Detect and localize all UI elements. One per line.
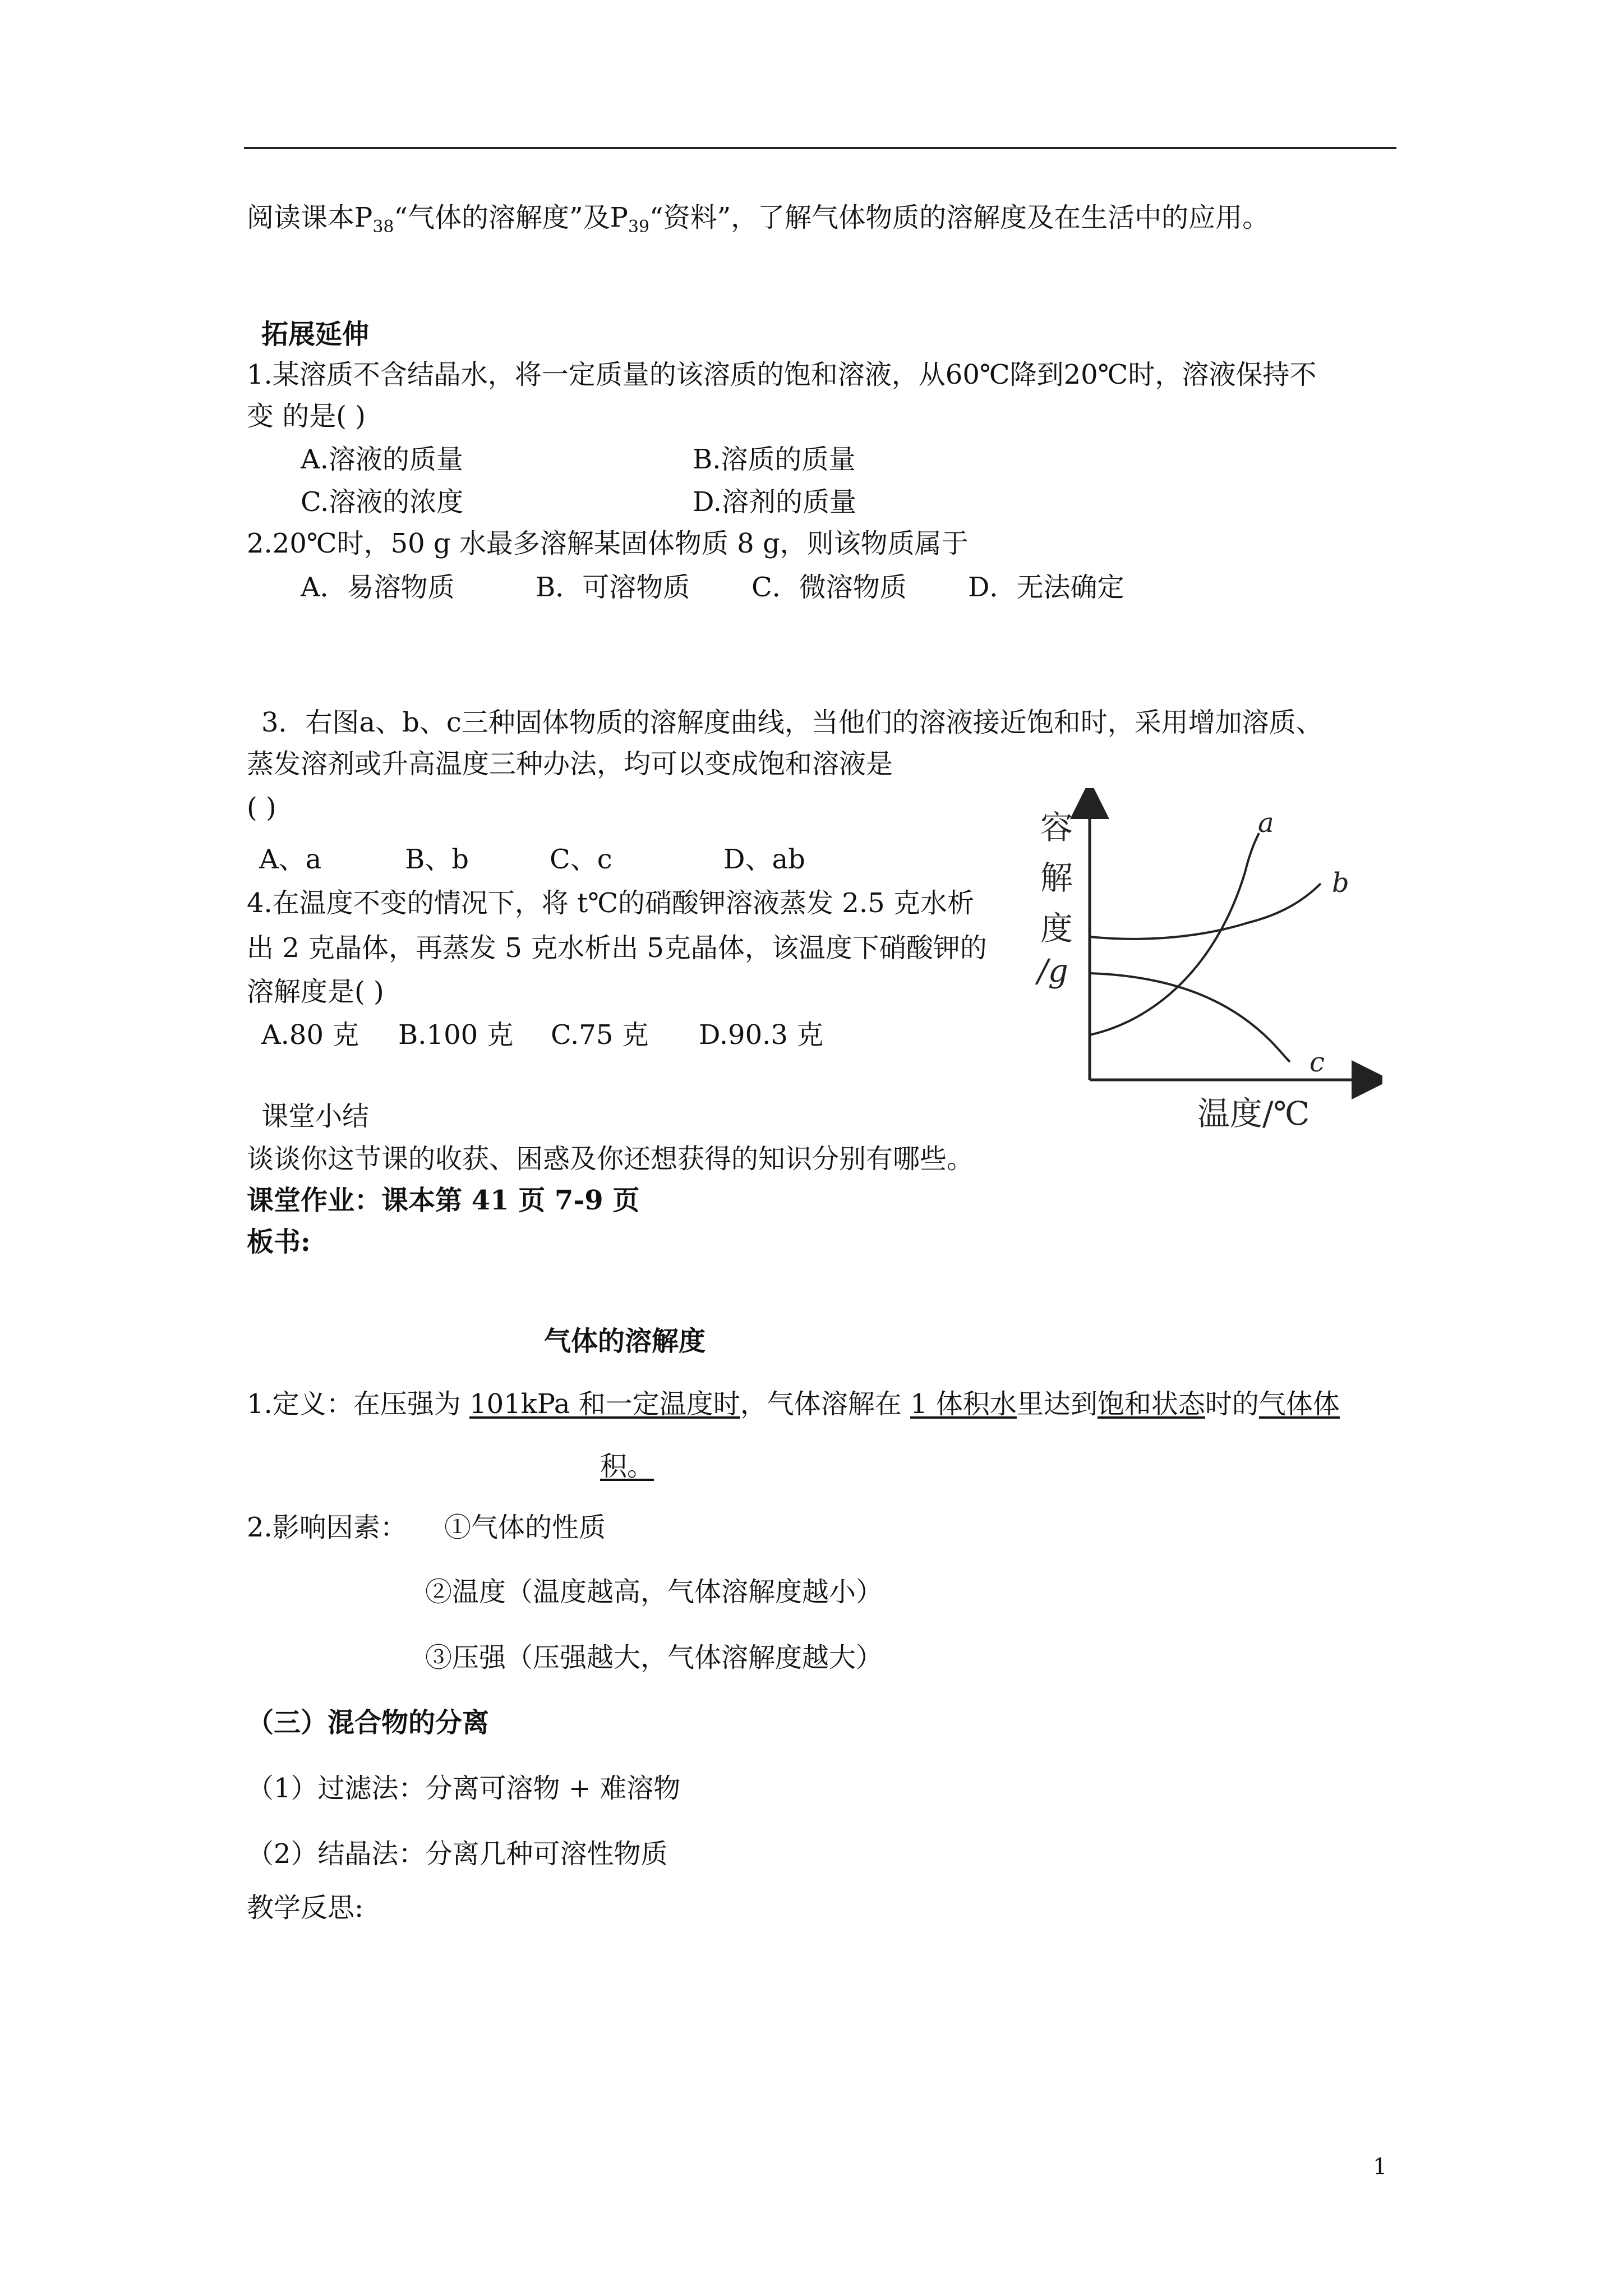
q2-option-b: B．可溶物质 xyxy=(536,572,690,603)
mixture-heading: （三）混合物的分离 xyxy=(247,1707,490,1738)
curve-c-label: c xyxy=(1310,1047,1325,1078)
board-label: 板书: xyxy=(247,1226,311,1258)
factor-3: ③压强（压强越大，气体溶解度越大） xyxy=(425,1642,883,1673)
factor-1: ①气体的性质 xyxy=(444,1512,606,1543)
board-title: 气体的溶解度 xyxy=(544,1326,706,1357)
y-axis-label-3: 度 xyxy=(1040,909,1073,947)
q4-line3: 溶解度是( ) xyxy=(247,976,384,1007)
summary-text: 谈谈你这节课的收获、困惑及你还想获得的知识分别有哪些。 xyxy=(247,1143,974,1175)
q3-option-a: A、a xyxy=(259,844,322,875)
extension-heading: 拓展延伸 xyxy=(261,319,370,350)
solubility-chart xyxy=(1035,788,1382,1147)
q4-option-a: A.80 克 xyxy=(261,1019,359,1051)
definition-line1: 1.定义：在压强为 101kPa 和一定温度时，气体溶解在 1 体积水里达到饱和状态时的气体体 xyxy=(247,1388,1340,1420)
curve-a-label: a xyxy=(1258,807,1274,839)
reflection-label: 教学反思: xyxy=(247,1892,364,1924)
reading-instruction: 阅读课本$P_{38}“$气体的溶解度”及$P_{39}“$资料”，了解气体物质的溶解度及在生活中的应用。 xyxy=(247,202,1270,237)
q3-line1: 3．右图a、b、c三种固体物质的溶解度曲线，当他们的溶液接近饱和时，采用增加溶质、 xyxy=(261,707,1323,738)
header-rule xyxy=(244,147,1396,149)
q3-option-b: B、b xyxy=(405,844,469,875)
q1-option-d: D.溶剂的质量 xyxy=(693,486,857,518)
q3-option-d: D、ab xyxy=(723,844,805,875)
y-axis-label-2: 解 xyxy=(1040,859,1073,897)
summary-heading: 课堂小结 xyxy=(261,1101,370,1132)
q1-line2: 变 的是( ) xyxy=(247,401,366,432)
q4-line2: 出 2 克晶体，再蒸发 5 克水析出 5克晶体，该温度下硝酸钾的 xyxy=(247,932,987,964)
q4-line1: 4.在温度不变的情况下，将 t℃的硝酸钾溶液蒸发 2.5 克水析 xyxy=(247,887,974,919)
q1-line1: 1.某溶质不含结晶水，将一定质量的该溶质的饱和溶液，从60℃降到20℃时，溶液保持不 xyxy=(247,359,1317,390)
q2-option-d: D．无法确定 xyxy=(968,572,1124,603)
q1-option-a: A.溶液的质量 xyxy=(301,444,463,475)
q3-line2: 蒸发溶剂或升高温度三种办法，均可以变成饱和溶液是 xyxy=(247,748,893,780)
method-2: （2）结晶法：分离几种可溶性物质 xyxy=(247,1838,668,1870)
factors-label: 2.影响因素： xyxy=(247,1512,407,1543)
q4-option-c: C.75 克 xyxy=(551,1019,649,1051)
y-axis-label-4: /g xyxy=(1038,953,1068,990)
q1-option-c: C.溶液的浓度 xyxy=(301,486,464,518)
q2-option-c: C．微溶物质 xyxy=(751,572,907,603)
q2-option-a: A．易溶物质 xyxy=(301,572,455,603)
curve-b xyxy=(1090,884,1321,939)
homework: 课堂作业：课本第 41 页 7-9 页 xyxy=(247,1185,640,1216)
q2-stem: 2.20℃时，50 g 水最多溶解某固体物质 8 g，则该物质属于 xyxy=(247,528,969,559)
q4-option-b: B.100 克 xyxy=(398,1019,514,1051)
q4-option-d: D.90.3 克 xyxy=(699,1019,824,1051)
definition-line2: 积。 xyxy=(600,1451,654,1482)
curve-b-label: b xyxy=(1332,867,1349,899)
curve-c xyxy=(1090,973,1290,1062)
method-1: （1）过滤法：分离可溶物 + 难溶物 xyxy=(247,1773,681,1804)
q3-option-c: C、c xyxy=(550,844,612,875)
page-number: 1 xyxy=(1373,2154,1387,2180)
q1-option-b: B.溶质的质量 xyxy=(693,444,856,475)
factor-2: ②温度（温度越高，气体溶解度越小） xyxy=(425,1576,883,1608)
y-axis-label-1: 容 xyxy=(1040,808,1073,846)
q3-line3: ( ) xyxy=(247,792,276,823)
x-axis-label: 温度/℃ xyxy=(1197,1094,1310,1133)
curve-a xyxy=(1090,833,1259,1035)
